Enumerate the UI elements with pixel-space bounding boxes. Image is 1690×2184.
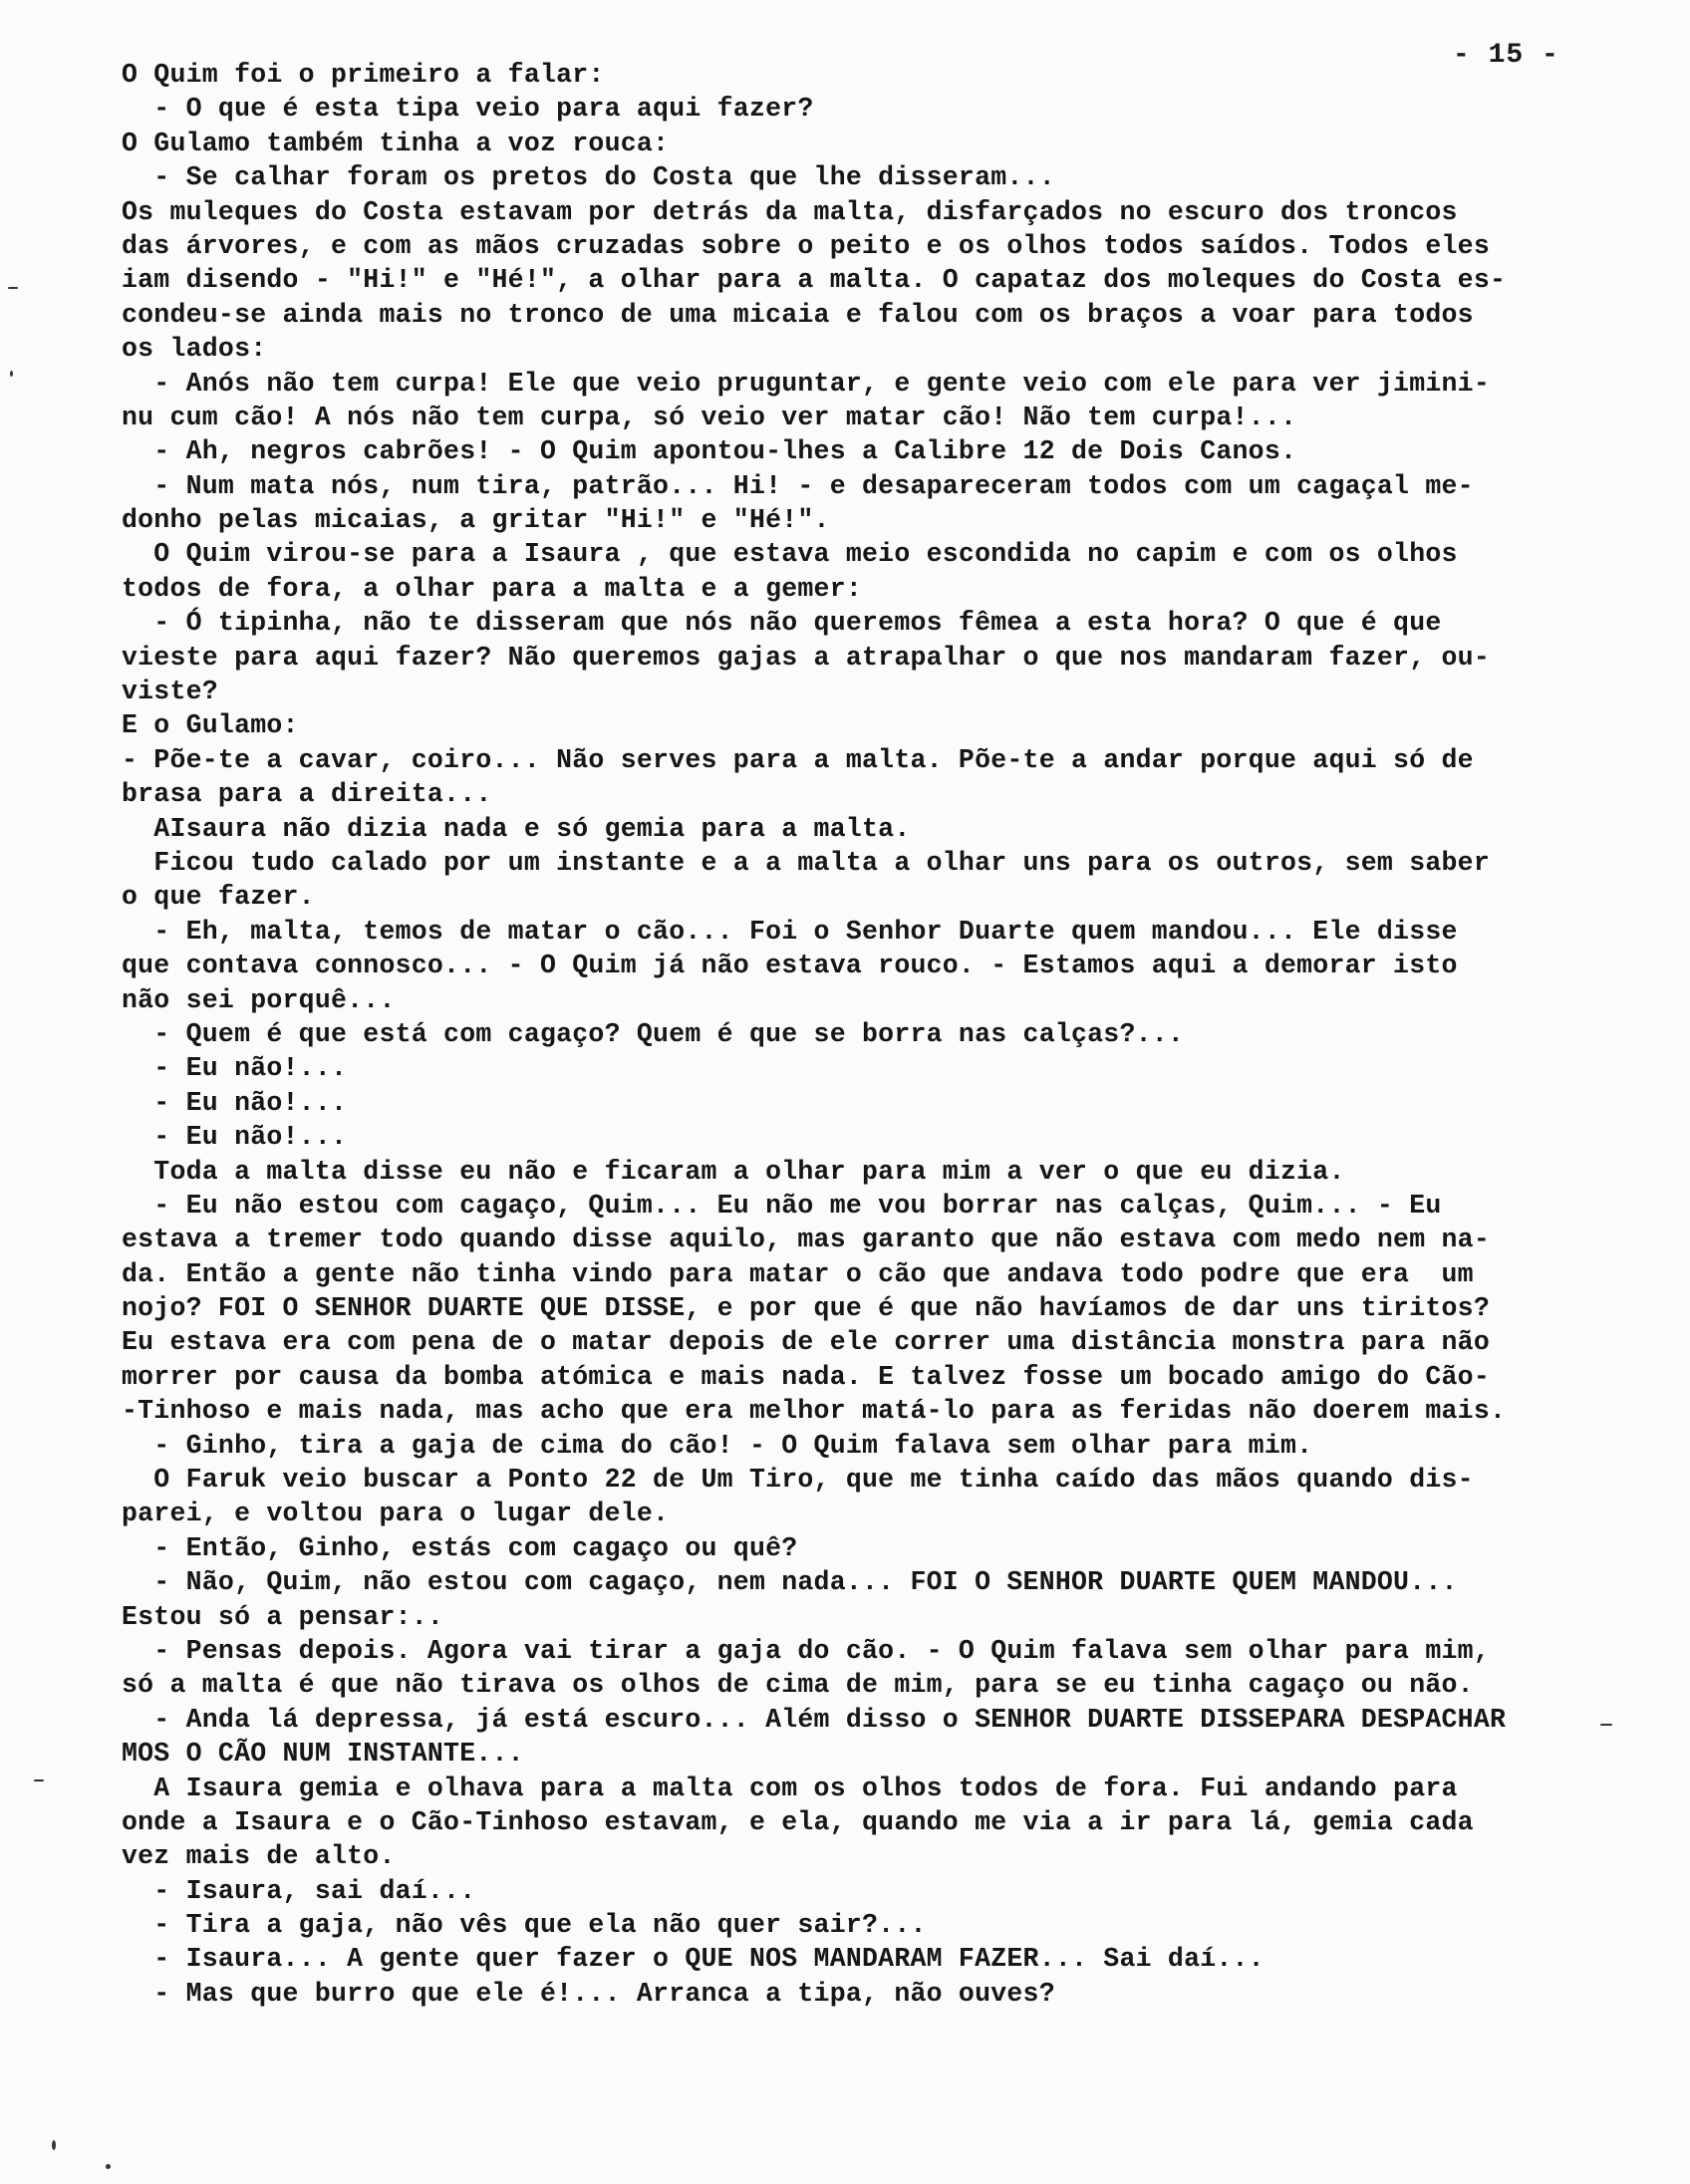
text-line: Os muleques do Costa estavam por detrás da malta, disfarçados no escuro dos troncos: [122, 196, 1458, 227]
text-line: nu cum cão! A nós não tem curpa, só veio ver matar cão! Não tem curpa!...: [122, 402, 1297, 432]
text-line: O Quim virou-se para a Isaura , que estava meio escondida no capim e com os olhos: [122, 539, 1458, 570]
text-line: E o Gulamo:: [122, 710, 299, 741]
text-line: - Ó tipinha, não te disseram que nós não queremos fêmea a esta hora? O que é que: [122, 608, 1442, 639]
text-line: - Eu não!...: [122, 1122, 348, 1153]
text-line: - Eu não!...: [122, 1087, 348, 1118]
text-line: - Eh, malta, temos de matar o cão... Foi o Senhor Duarte quem mandou... Ele disse: [122, 916, 1458, 947]
text-line: A Isaura gemia e olhava para a malta com os olhos todos de fora. Fui andando para: [122, 1773, 1458, 1803]
scan-speck: [106, 2164, 111, 2169]
text-line: os lados:: [122, 334, 267, 365]
text-line: - Não, Quim, não estou com cagaço, nem nada... FOI O SENHOR DUARTE QUEM MANDOU...: [122, 1567, 1458, 1598]
text-line: -Tinhoso e mais nada, mas acho que era melhor matá-lo para as feridas não doerem mais.: [122, 1396, 1507, 1427]
text-line: Eu estava era com pena de o matar depois de ele correr uma distância monstra para não: [122, 1327, 1490, 1358]
text-line: - Tira a gaja, não vês que ela não quer sair?...: [122, 1910, 927, 1941]
text-line: vieste para aqui fazer? Não queremos gajas a atrapalhar o que nos mandaram fazer, ou-: [122, 642, 1490, 673]
scan-speck: [52, 2140, 56, 2150]
text-line: - Anda lá depressa, já está escuro... Além disso o SENHOR DUARTE DISSEPARA DESPACHAR: [122, 1704, 1507, 1735]
text-line: estava a tremer todo quando disse aquilo, mas garanto que não estava com medo nem na-: [122, 1225, 1490, 1255]
text-line: iam disendo - "Hi!" e "Hé!", a olhar para a malta. O capataz dos moleques do Costa es-: [122, 265, 1507, 296]
text-line: - Ah, negros cabrões! - O Quim apontou-lhes a Calibre 12 de Dois Canos.: [122, 436, 1297, 467]
scan-speck: [34, 1779, 44, 1781]
text-line: O Faruk veio buscar a Ponto 22 de Um Tiro, que me tinha caído das mãos quando dis-: [122, 1465, 1474, 1496]
text-line: - O que é esta tipa veio para aqui fazer?: [122, 94, 814, 125]
text-line: da. Então a gente não tinha vindo para matar o cão que andava todo podre que era um: [122, 1258, 1474, 1289]
text-line: brasa para a direita...: [122, 779, 492, 810]
text-line: todos de fora, a olhar para a malta e a gemer:: [122, 573, 863, 604]
text-line: - Se calhar foram os pretos do Costa que lhe disseram...: [122, 162, 1055, 193]
scan-speck: [1600, 1724, 1612, 1726]
text-line: - Mas que burro que ele é!... Arranca a tipa, não ouves?: [122, 1978, 1055, 2009]
text-line: vez mais de alto.: [122, 1841, 396, 1872]
page-number: - 15 -: [1453, 40, 1559, 71]
text-line: que contava connosco... - O Quim já não estava rouco. - Estamos aqui a demorar isto: [122, 951, 1458, 981]
text-line: não sei porquê...: [122, 984, 396, 1015]
scan-speck: [8, 287, 18, 289]
text-line: morrer por causa da bomba atómica e mais nada. E talvez fosse um bocado amigo do Cão-: [122, 1361, 1490, 1392]
text-line: - Ginho, tira a gaja de cima do cão! - O Quim falava sem olhar para mim.: [122, 1430, 1313, 1461]
text-line: - Eu não estou com cagaço, Quim... Eu não me vou borrar nas calças, Quim... - Eu: [122, 1190, 1442, 1221]
text-line: MOS O CÃO NUM INSTANTE...: [122, 1739, 524, 1770]
text-line: O Quim foi o primeiro a falar:: [122, 60, 605, 90]
text-line: - Isaura, sai daí...: [122, 1875, 476, 1906]
text-line: - Põe-te a cavar, coiro... Não serves para a malta. Põe-te a andar porque aqui só de: [122, 744, 1474, 775]
body-text: [122, 58, 1636, 2011]
text-line: donho pelas micaias, a gritar "Hi!" e "Hé!".: [122, 505, 830, 536]
text-line: parei, e voltou para o lugar dele.: [122, 1499, 670, 1529]
text-line: o que fazer.: [122, 882, 315, 913]
text-line: - Eu não!...: [122, 1053, 348, 1084]
text-line: - Pensas depois. Agora vai tirar a gaja do cão. - O Quim falava sem olhar para mim,: [122, 1635, 1490, 1666]
text-line: Toda a malta disse eu não e ficaram a olhar para mim a ver o que eu dizia.: [122, 1156, 1345, 1187]
text-line: das árvores, e com as mãos cruzadas sobre o peito e os olhos todos saídos. Todos eles: [122, 230, 1490, 261]
text-line: AIsaura não dizia nada e só gemia para a malta.: [122, 813, 911, 844]
text-line: O Gulamo também tinha a voz rouca:: [122, 128, 670, 158]
text-line: nojo? FOI O SENHOR DUARTE QUE DISSE, e por que é que não havíamos de dar uns tiritos?: [122, 1293, 1490, 1324]
text-line: - Quem é que está com cagaço? Quem é que se borra nas calças?...: [122, 1018, 1185, 1049]
text-line: - Então, Ginho, estás com cagaço ou quê?: [122, 1532, 798, 1563]
text-line: condeu-se ainda mais no tronco de uma micaia e falou com os braços a voar para todos: [122, 299, 1474, 330]
text-line: só a malta é que não tirava os olhos de cima de mim, para se eu tinha cagaço ou não.: [122, 1670, 1474, 1701]
text-line: - Isaura... A gente quer fazer o QUE NOS MANDARAM FAZER... Sai daí...: [122, 1944, 1265, 1975]
text-line: Ficou tudo calado por um instante e a a malta a olhar uns para os outros, sem saber: [122, 847, 1490, 878]
text-line: onde a Isaura e o Cão-Tinhoso estavam, e ela, quando me via a ir para lá, gemia cada: [122, 1806, 1474, 1837]
text-line: Estou só a pensar:..: [122, 1601, 444, 1632]
scan-speck: [10, 371, 13, 377]
text-line: - Anós não tem curpa! Ele que veio pruguntar, e gente veio com ele para ver jimini-: [122, 368, 1490, 399]
text-line: - Num mata nós, num tira, patrão... Hi! - e desapareceram todos com um cagaçal me-: [122, 470, 1474, 501]
text-line: viste?: [122, 677, 218, 707]
